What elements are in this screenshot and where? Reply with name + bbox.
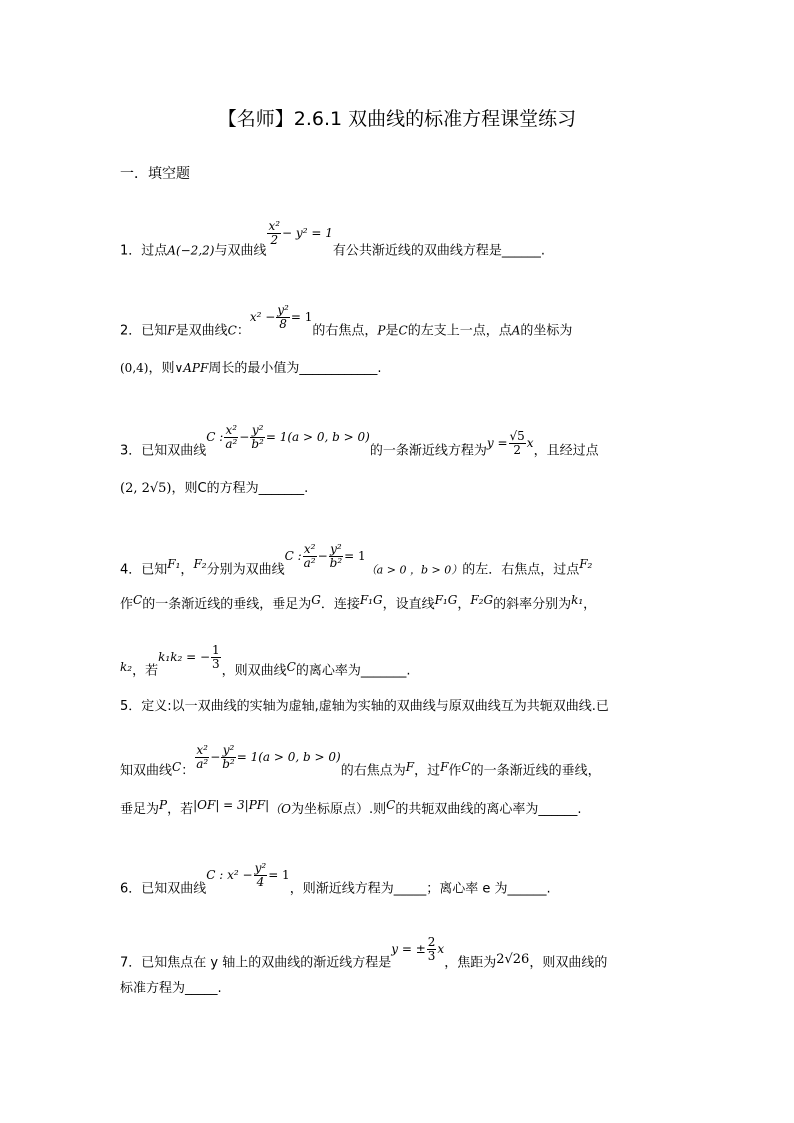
q4-condition: （a > 0 ，b > 0） [365, 563, 463, 577]
q2-C: C [227, 323, 237, 338]
q3-text-c: ，且经过点 [533, 443, 599, 459]
q1-frac-den: 2 [270, 232, 279, 247]
page-title: 【名师】2.6.1 双曲线的标准方程课堂练习 [217, 108, 577, 130]
q6-frac-num: y² [254, 861, 267, 875]
q3-fraction-3 [509, 430, 526, 456]
q4-Cc: C [286, 659, 296, 674]
q5-F: F [405, 759, 415, 774]
q5-text-h: ，若 [167, 802, 194, 817]
q4-F1G: F₁G [359, 593, 383, 607]
q7-text-b: ，焦距为 [444, 955, 497, 971]
q4-text-b: 分别为双曲线 [206, 562, 285, 578]
q3-frac3-num: √5 [509, 429, 525, 443]
question-5-line-2 [120, 743, 601, 784]
q3-frac2-num: y² [251, 423, 264, 437]
q4-F2G: F₂G [470, 593, 494, 607]
q4-F1: F₁ [167, 556, 181, 571]
q2-frac-den: 8 [279, 316, 287, 331]
q4-fraction-3 [211, 644, 221, 670]
q1-text-a: 1．过点 [120, 243, 168, 259]
q2-text-e: 的左支上一点，点 [407, 323, 512, 339]
q2-C2: C [398, 323, 408, 338]
q5-text-j: 的共轭双曲线的离心率为______. [395, 802, 582, 817]
q4-frac1-den: a² [303, 555, 316, 570]
q7-frac-den: 3 [427, 948, 436, 963]
q5-C3: C [386, 798, 396, 812]
q5-frac1-den: a² [196, 756, 209, 771]
q4-k1: k₁ [571, 593, 584, 607]
q2-point: (0,4) [120, 361, 149, 375]
q3-x: x [526, 435, 534, 450]
q6-C: C : x² − [206, 867, 253, 882]
q7-y: y = ± [391, 941, 426, 956]
q4-fraction-1 [303, 543, 317, 569]
q4-text-c: 的左．右焦点，过点 [462, 562, 580, 578]
question-5-line-1 [120, 700, 609, 713]
question-3-line-2 [120, 482, 308, 495]
q3-text-b: 的一条渐近线方程为 [369, 443, 487, 459]
q2-colon: ： [236, 323, 250, 339]
q4-Cb: C [133, 593, 143, 607]
q1-fraction [267, 220, 281, 246]
q3-condition: = 1(a > 0, b > 0) [265, 429, 370, 444]
q2-text-g: ，则 [148, 361, 175, 376]
q2-text-b: 是双曲线 [175, 323, 228, 339]
q5-text-i: 为坐标原点）.则 [291, 802, 387, 817]
q5-text-g: 垂足为 [120, 802, 160, 817]
q4-fraction-2 [329, 543, 344, 569]
q6-text-a: 6．已知双曲线 [120, 881, 207, 897]
q5-colon: ： [181, 763, 195, 779]
q4-text-g: ，设直线 [382, 597, 435, 612]
q5-fraction-2 [221, 744, 236, 770]
q3-C: C : [206, 429, 224, 444]
q5-frac1-num: x² [196, 743, 208, 757]
q4-C: C : [284, 548, 302, 563]
q4-text-j: ，则双曲线 [221, 663, 287, 679]
q3-frac1-den: a² [225, 436, 238, 451]
q2-A: A [511, 323, 521, 338]
q5-text-c: 的右焦点为 [340, 763, 406, 779]
q4-kk: k₁k₂ = − [158, 649, 211, 664]
q1-text-b: 与双曲线 [214, 243, 267, 259]
q7-fraction [427, 936, 437, 962]
q2-frac-num: y² [277, 303, 289, 317]
question-4-line-3 [120, 643, 411, 684]
q1-text-c: 有公共渐近线的双曲线方程是______. [332, 243, 545, 259]
q5-C2: C [461, 759, 471, 774]
question-4-line-1 [120, 542, 593, 583]
q2-text-f: 的坐标为 [520, 323, 573, 339]
q4-text-a: 4．已知 [120, 562, 168, 578]
q5-frac2-den: b² [222, 756, 235, 771]
q2-eq: = 1 [290, 309, 313, 324]
q5-P: P [159, 798, 168, 812]
q2-triangle: ∨APF [174, 361, 209, 375]
question-5-line-3 [120, 798, 582, 817]
q4-text-h: 的斜率分别为 [493, 597, 572, 612]
q4-comma2: ， [457, 597, 471, 612]
q3-text-a: 3．已知双曲线 [120, 443, 207, 459]
q6-frac-den: 4 [256, 874, 265, 889]
q5-condition: = 1(a > 0, b > 0) [236, 749, 341, 764]
q2-text-d: 是 [385, 323, 399, 339]
q3-frac1-num: x² [225, 423, 238, 437]
q5-F2: F [440, 759, 449, 774]
question-3-line-1 [120, 423, 599, 464]
q5-text-b: 知双曲线 [120, 763, 173, 779]
q4-G: G [311, 593, 321, 607]
q4-frac2-num: y² [330, 542, 342, 556]
q4-text-f: ．连接 [320, 597, 360, 612]
q5-text-a: 5．定义:以一双曲线的实轴为虚轴,虚轴为实轴的双曲线与原双曲线互为共轭双曲线.已 [120, 699, 609, 714]
q6-fraction [254, 862, 268, 888]
q5-C: C [172, 759, 182, 774]
q4-frac3-num: 1 [212, 643, 220, 657]
q4-text-k: 的离心率为_______. [295, 663, 411, 679]
q7-frac-num: 2 [427, 935, 436, 949]
q1-frac-num: x² [268, 219, 281, 233]
q2-x2: x² − [249, 309, 276, 324]
q7-text-c: ，则双曲线的 [529, 955, 608, 971]
q2-fraction [276, 304, 290, 330]
question-6 [120, 861, 551, 902]
question-7-line-2 [120, 982, 222, 995]
q3-fraction-1 [224, 424, 238, 450]
q3-frac2-den: b² [251, 436, 264, 451]
q3-text-d: ，则C的方程为_______. [171, 481, 309, 496]
q3-minus: − [239, 429, 250, 444]
q2-text-h: 周长的最小值为____________. [208, 361, 382, 376]
question-4-line-2 [120, 593, 597, 612]
question-2-line-2 [120, 362, 381, 375]
question-2-line-1 [120, 303, 573, 344]
q3-y: y = [486, 435, 508, 450]
q5-text-e: 作 [448, 763, 462, 779]
q5-text-f: 的一条渐近线的垂线， [470, 763, 601, 779]
q2-text-c: 的右焦点， [312, 323, 378, 339]
q5-text-d: ，过 [414, 763, 441, 779]
q5-O: （O [269, 802, 292, 816]
q4-frac2-den: b² [329, 555, 343, 570]
q3-frac3-den: 2 [513, 442, 521, 457]
q5-relation: |OF| = 3|PF| [193, 798, 270, 812]
q7-x: x [437, 941, 445, 956]
q2-F: F [167, 323, 176, 338]
q6-text-b: ，则渐近线方程为_____；离心率 e 为______. [289, 881, 551, 897]
q2-P: P [377, 323, 386, 338]
q1-point: A(−2,2) [167, 243, 215, 258]
q4-minus: − [317, 548, 328, 563]
q5-minus: − [210, 749, 221, 764]
q4-comma: ， [180, 562, 194, 578]
q4-comma3: ， [583, 597, 597, 612]
q1-equation-rest: − y² = 1 [282, 225, 333, 240]
q4-text-d: 作 [120, 597, 134, 612]
q4-F1G2: F₁G [434, 593, 458, 607]
q5-fraction-1 [195, 744, 209, 770]
q4-F2b: F₂ [579, 556, 593, 571]
q4-frac3-den: 3 [212, 656, 220, 671]
q4-frac1-num: x² [303, 542, 316, 556]
q4-k2: k₂ [120, 659, 133, 674]
q6-eq: = 1 [268, 867, 290, 882]
section-heading: 一．填空题 [120, 166, 190, 182]
q3-point: (2, 2√5) [120, 481, 172, 496]
q7-text-d: 标准方程为_____. [120, 981, 222, 996]
q4-text-i: ，若 [132, 663, 159, 679]
q2-text-a: 2．已知 [120, 323, 168, 339]
q7-focal: 2√26 [496, 951, 530, 967]
q4-eq: = 1 [344, 548, 366, 563]
q4-F2: F₂ [193, 556, 207, 571]
q3-fraction-2 [250, 424, 265, 450]
q5-frac2-num: y² [222, 743, 235, 757]
q7-text-a: 7．已知焦点在 y 轴上的双曲线的渐近线方程是 [120, 955, 392, 971]
question-1 [120, 219, 545, 264]
question-7-line-1 [120, 935, 608, 976]
q4-text-e: 的一条渐近线的垂线，垂足为 [142, 597, 312, 612]
